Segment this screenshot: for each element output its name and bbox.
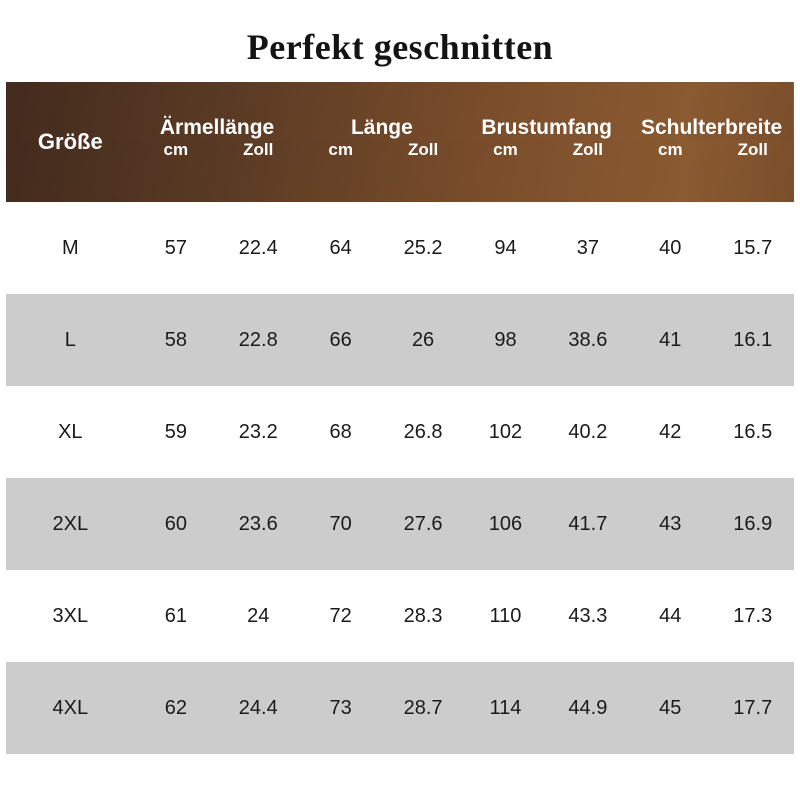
- cell-length-cm: 70: [329, 512, 352, 535]
- table-row: [6, 386, 794, 478]
- cell-shoulder-cm: 42: [659, 420, 682, 443]
- cell-chest-cm: 106: [488, 512, 523, 535]
- header-unit-chest-cm: cm: [493, 140, 518, 159]
- header-unit-chest-inch: Zoll: [572, 140, 603, 159]
- page-title: Perfekt geschnitten: [246, 27, 554, 67]
- cell-shoulder-inch: 15.7: [733, 236, 773, 259]
- cell-chest-inch: 40.2: [568, 420, 608, 443]
- cell-shoulder-inch: 16.1: [733, 328, 773, 351]
- header-unit-shoulder-inch: Zoll: [737, 140, 768, 159]
- header-group-shoulder: Schulterbreite: [640, 116, 783, 139]
- table-row: [6, 294, 794, 386]
- cell-chest-inch: 43.3: [568, 604, 608, 627]
- cell-shoulder-inch: 16.9: [733, 512, 773, 535]
- cell-chest-inch: 44.9: [568, 696, 608, 719]
- cell-chest-cm: 102: [488, 420, 523, 443]
- header-unit-sleeve-inch: Zoll: [243, 140, 274, 159]
- cell-shoulder-cm: 41: [659, 328, 682, 351]
- cell-shoulder-cm: 40: [659, 236, 682, 259]
- cell-chest-cm: 98: [494, 328, 517, 351]
- cell-chest-inch: 41.7: [568, 512, 608, 535]
- table-row: [6, 202, 794, 294]
- cell-sleeve-cm: 60: [164, 512, 187, 535]
- cell-length-cm: 66: [329, 328, 352, 351]
- cell-length-inch: 28.3: [403, 604, 443, 627]
- cell-sleeve-cm: 58: [164, 328, 187, 351]
- table-row: [6, 478, 794, 570]
- cell-sleeve-inch: 22.4: [238, 236, 278, 259]
- cell-length-cm: 72: [329, 604, 352, 627]
- cell-length-cm: 68: [329, 420, 352, 443]
- cell-sleeve-inch: 22.8: [238, 328, 278, 351]
- cell-chest-inch: 37: [576, 236, 599, 259]
- table-row: [6, 570, 794, 662]
- cell-shoulder-inch: 17.7: [733, 696, 773, 719]
- row-size: 4XL: [52, 696, 89, 719]
- header-unit-sleeve-cm: cm: [163, 140, 189, 159]
- cell-sleeve-inch: 24.4: [238, 696, 278, 719]
- cell-sleeve-inch: 24: [247, 604, 270, 627]
- header-size-label: Größe: [37, 129, 103, 154]
- cell-sleeve-cm: 61: [164, 604, 187, 627]
- table-header: [6, 82, 794, 202]
- header-group-sleeve: Ärmellänge: [159, 116, 275, 139]
- row-size: L: [64, 328, 76, 351]
- cell-shoulder-cm: 44: [659, 604, 682, 627]
- cell-chest-cm: 114: [489, 696, 522, 719]
- cell-sleeve-cm: 57: [164, 236, 187, 259]
- cell-sleeve-inch: 23.2: [238, 420, 278, 443]
- table-body: [6, 202, 794, 754]
- cell-sleeve-inch: 23.6: [238, 512, 278, 535]
- header-group-chest: Brustumfang: [481, 116, 613, 139]
- row-size: 2XL: [52, 512, 89, 535]
- cell-sleeve-cm: 62: [164, 696, 187, 719]
- row-size: XL: [58, 420, 83, 443]
- row-size: 3XL: [52, 604, 89, 627]
- cell-length-inch: 26: [411, 328, 435, 351]
- size-table: [6, 82, 794, 754]
- header-group-row: [6, 82, 794, 140]
- row-size: M: [61, 236, 79, 259]
- cell-length-inch: 27.6: [403, 512, 443, 535]
- cell-length-inch: 26.8: [403, 420, 443, 443]
- header-unit-shoulder-cm: cm: [658, 140, 683, 159]
- header-unit-length-cm: cm: [328, 140, 353, 159]
- cell-chest-cm: 94: [494, 236, 517, 259]
- cell-shoulder-inch: 16.5: [733, 420, 773, 443]
- cell-shoulder-cm: 43: [659, 512, 682, 535]
- cell-length-inch: 28.7: [403, 696, 443, 719]
- cell-length-cm: 73: [329, 696, 352, 719]
- cell-shoulder-cm: 45: [659, 696, 682, 719]
- cell-chest-cm: 110: [489, 604, 522, 627]
- cell-length-inch: 25.2: [403, 236, 443, 259]
- cell-chest-inch: 38.6: [568, 328, 608, 351]
- table-row: [6, 662, 794, 754]
- header-group-length: Länge: [350, 116, 413, 139]
- cell-shoulder-inch: 17.3: [733, 604, 773, 627]
- cell-length-cm: 64: [329, 236, 352, 259]
- header-unit-length-inch: Zoll: [407, 140, 439, 159]
- cell-sleeve-cm: 59: [164, 420, 187, 443]
